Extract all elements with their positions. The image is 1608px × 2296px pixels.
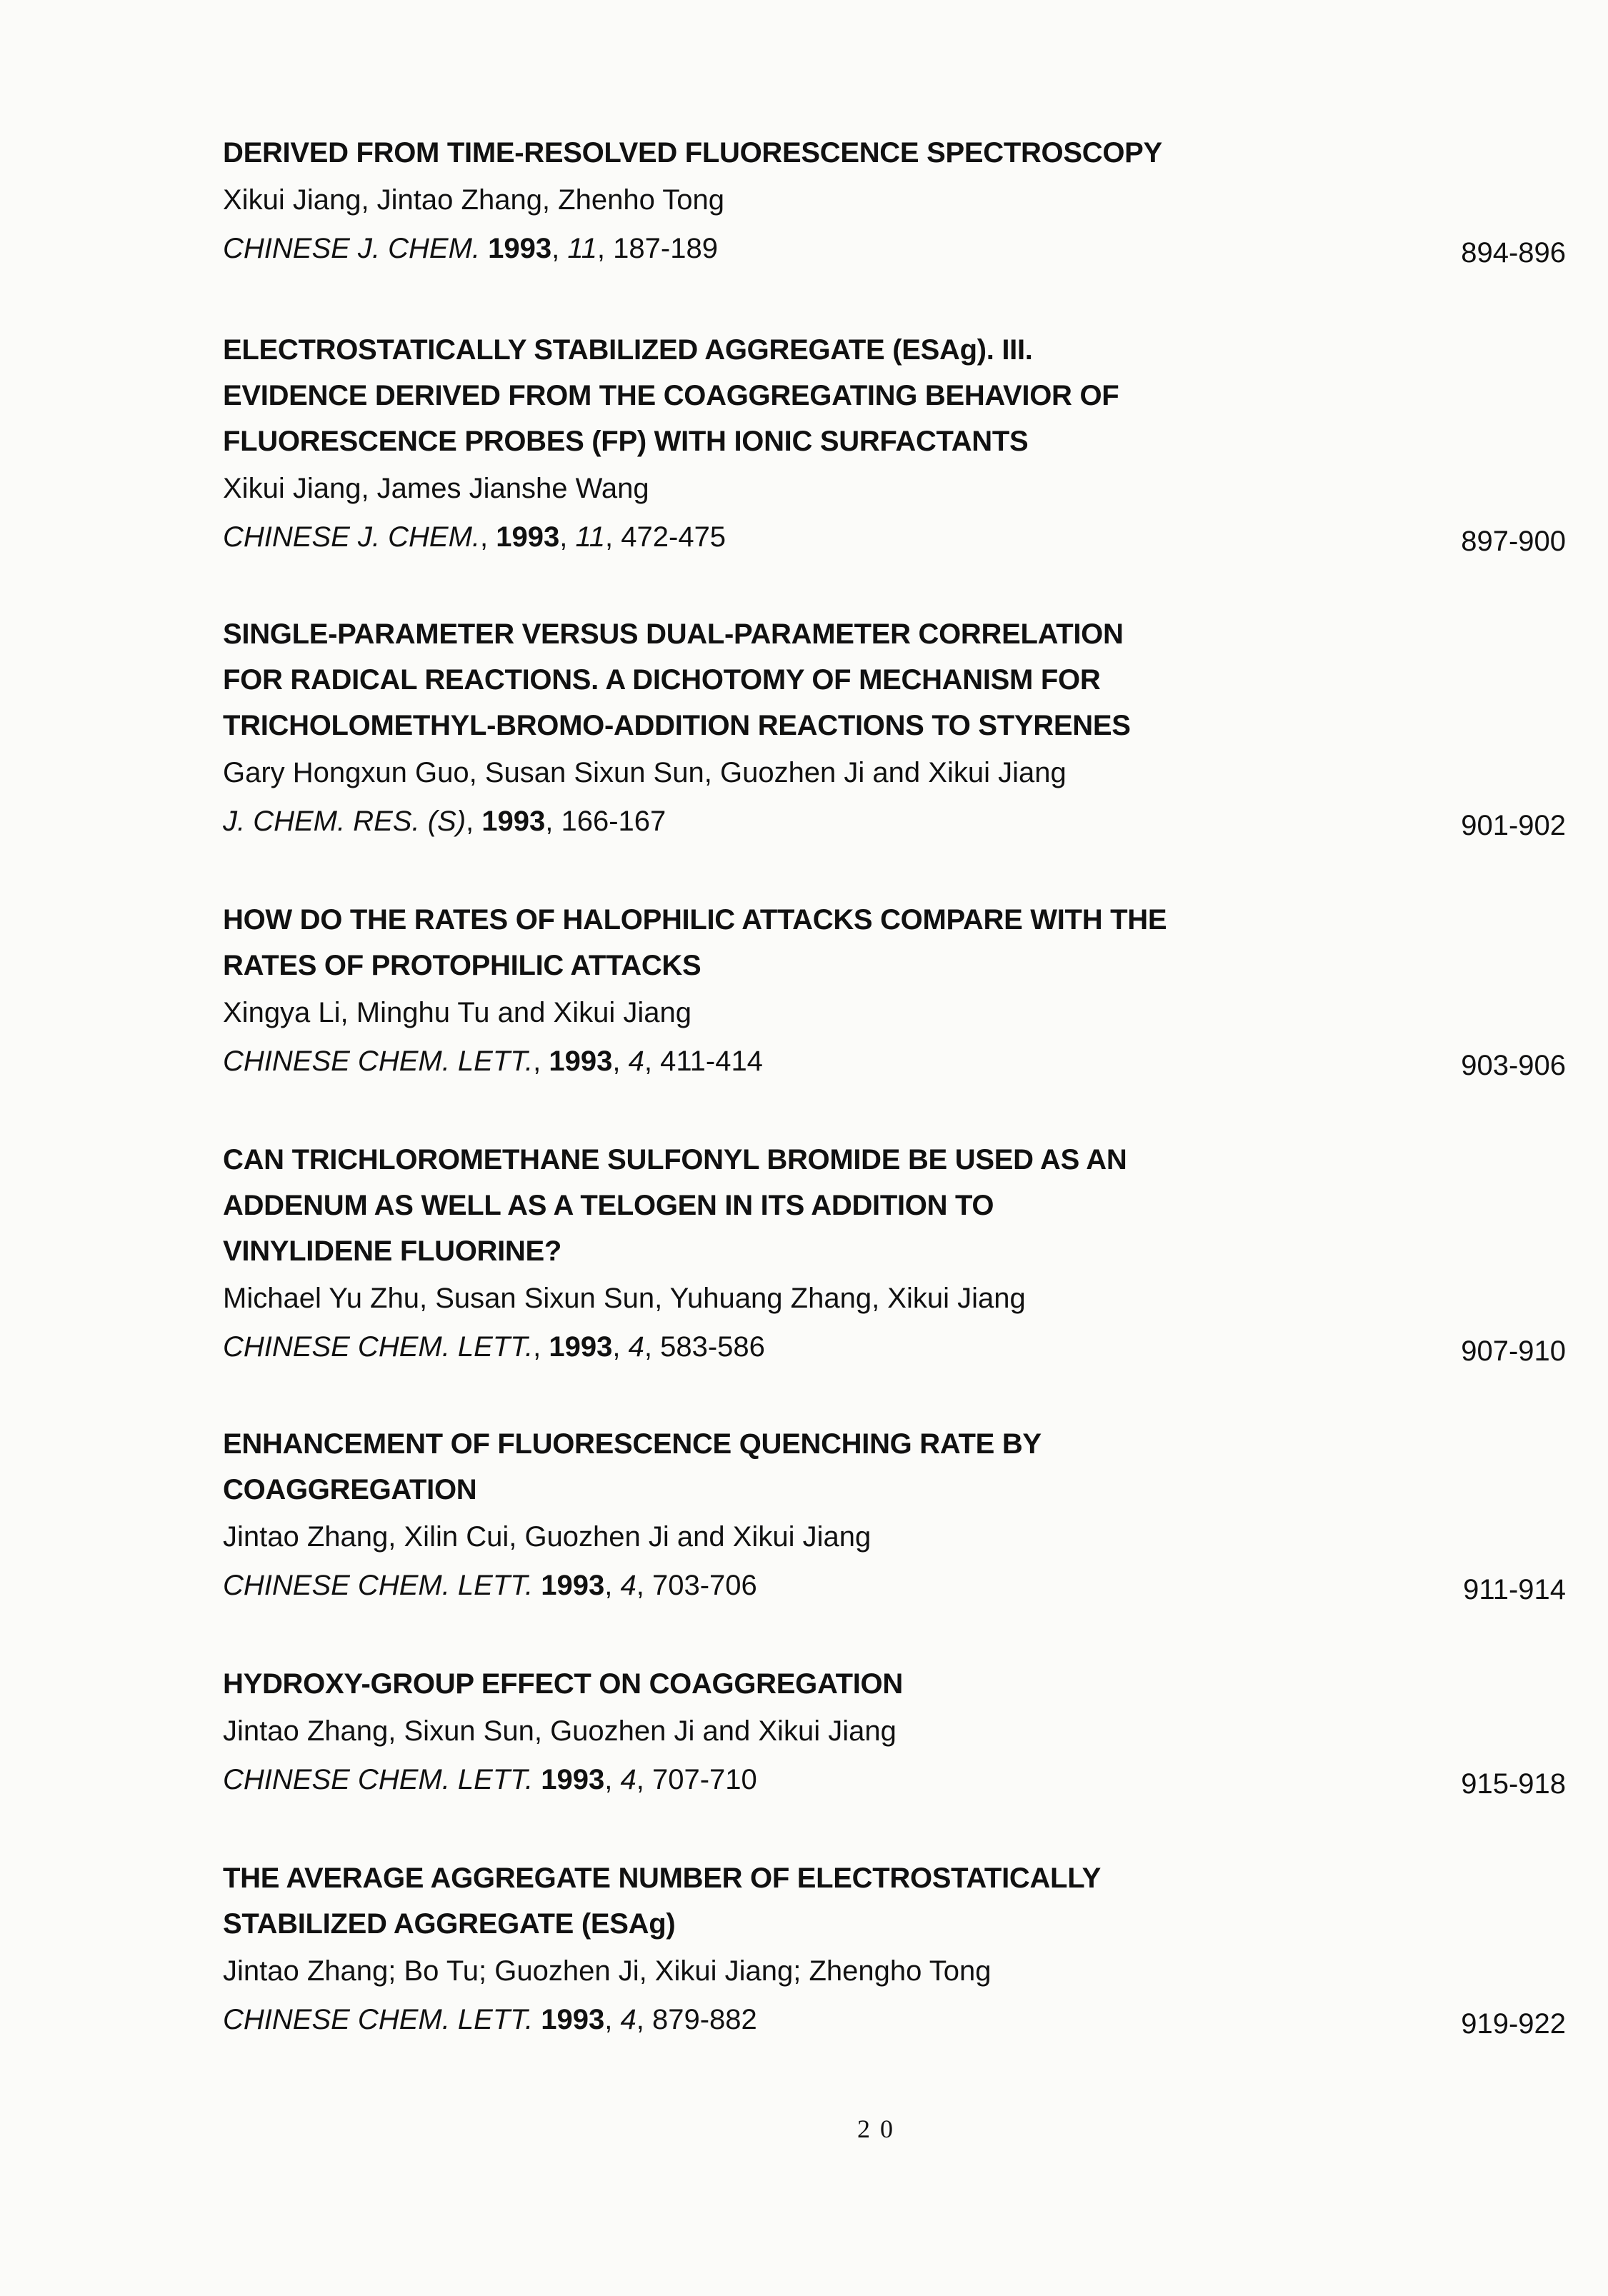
entry-title-line: ADDENUM AS WELL AS A TELOGEN IN ITS ADDITION TO [223, 1190, 994, 1221]
collection-pages: 915-918 [1461, 1768, 1566, 1800]
entry-citation: CHINESE CHEM. LETT. 1993, 4, 703-706 911-914 [223, 1561, 1566, 1610]
citation-entry [223, 1421, 1566, 1610]
journal-volume: 11 [567, 233, 597, 264]
entry-title-line: VINYLIDENE FLUORINE? [223, 1235, 562, 1267]
entry-title [223, 1421, 1237, 1513]
journal-name: CHINESE CHEM. LETT. [223, 1046, 534, 1077]
entry-title-line: ELECTROSTATICALLY STABILIZED AGGREGATE (ESAg). III. [223, 334, 1033, 366]
entry-title-line: SINGLE-PARAMETER VERSUS DUAL-PARAMETER CORRELATION [223, 618, 1124, 650]
collection-pages: 894-896 [1461, 237, 1566, 269]
collection-pages: 897-900 [1461, 526, 1566, 557]
entry-authors: Michael Yu Zhu, Susan Sixun Sun, Yuhuang Zhang, Xikui Jiang [223, 1283, 1026, 1314]
entry-citation: CHINESE CHEM. LETT., 1993, 4, 583-586 907-910 [223, 1323, 1566, 1371]
journal-pages: , 583-586 [644, 1331, 765, 1363]
journal-year: 1993 [481, 806, 546, 837]
entry-title-line: HOW DO THE RATES OF HALOPHILIC ATTACKS COMPARE WITH THE [223, 904, 1167, 936]
entry-title-line: THE AVERAGE AGGREGATE NUMBER OF ELECTROSTATICALLY [223, 1863, 1102, 1894]
entry-title-line: RATES OF PROTOPHILIC ATTACKS [223, 950, 701, 981]
entry-title-line: STABILIZED AGGREGATE (ESAg) [223, 1908, 676, 1940]
entry-authors: Jintao Zhang, Xilin Cui, Guozhen Ji and Xikui Jiang [223, 1521, 872, 1553]
citation-entry [223, 1855, 1566, 2044]
entry-authors: Xikui Jiang, James Jianshe Wang [223, 473, 649, 504]
entry-title-line: FLUORESCENCE PROBES (FP) WITH IONIC SURFACTANTS [223, 426, 1029, 457]
citation-entry [223, 897, 1566, 1086]
entry-citation: CHINESE J. CHEM. 1993, 11, 187-189 894-896 [223, 224, 1566, 273]
journal-pages: , 707-710 [636, 1764, 757, 1795]
journal-volume: 4 [620, 2004, 636, 2035]
citation-entry [223, 1661, 1566, 1804]
entry-title [223, 1137, 1237, 1274]
entry-title [223, 1855, 1237, 1947]
journal-year: 1993 [496, 521, 560, 553]
entry-authors: Xikui Jiang, Jintao Zhang, Zhenho Tong [223, 184, 724, 216]
journal-volume: 11 [575, 521, 606, 553]
journal-year: 1993 [541, 1570, 605, 1601]
entry-authors: Xingya Li, Minghu Tu and Xikui Jiang [223, 997, 691, 1028]
journal-name: J. CHEM. RES. (S) [223, 806, 466, 837]
entry-title-line: ENHANCEMENT OF FLUORESCENCE QUENCHING RATE BY [223, 1428, 1042, 1460]
journal-name: CHINESE CHEM. LETT. [223, 1331, 534, 1363]
journal-pages: , 879-882 [636, 2004, 757, 2035]
entry-authors: Gary Hongxun Guo, Susan Sixun Sun, Guozhen Ji and Xikui Jiang [223, 757, 1067, 788]
collection-pages: 919-922 [1461, 2008, 1566, 2040]
journal-year: 1993 [549, 1331, 613, 1363]
journal-volume: 4 [628, 1046, 644, 1077]
entry-title-line: TRICHOLOMETHYL-BROMO-ADDITION REACTIONS TO STYRENES [223, 710, 1131, 741]
journal-name: CHINESE J. CHEM. [223, 233, 481, 264]
journal-year: 1993 [541, 2004, 605, 2035]
journal-pages: , 472-475 [605, 521, 726, 553]
journal-year: 1993 [541, 1764, 605, 1795]
entry-title-line: CAN TRICHLOROMETHANE SULFONYL BROMIDE BE USED AS AN [223, 1144, 1127, 1175]
journal-volume: 4 [620, 1570, 636, 1601]
entry-authors: Jintao Zhang, Sixun Sun, Guozhen Ji and Xikui Jiang [223, 1715, 897, 1747]
journal-volume: 4 [620, 1764, 636, 1795]
journal-name: CHINESE J. CHEM. [223, 521, 481, 553]
collection-pages: 911-914 [1463, 1574, 1566, 1605]
entry-citation: J. CHEM. RES. (S), 1993, 166-167 901-902 [223, 797, 1566, 846]
entry-citation: CHINESE CHEM. LETT. 1993, 4, 879-882 919-922 [223, 1995, 1566, 2044]
citation-entry [223, 130, 1566, 273]
citation-entry [223, 1137, 1566, 1371]
entry-title-line: EVIDENCE DERIVED FROM THE COAGGREGATING BEHAVIOR OF [223, 380, 1119, 411]
page-number: 20 [857, 2115, 903, 2143]
entry-title [223, 327, 1237, 464]
journal-year: 1993 [549, 1046, 613, 1077]
entry-title [223, 897, 1237, 988]
citation-entry [223, 327, 1566, 561]
entry-title [223, 1661, 1237, 1707]
entry-title-line: HYDROXY-GROUP EFFECT ON COAGGREGATION [223, 1668, 903, 1700]
collection-pages: 907-910 [1461, 1335, 1566, 1367]
journal-pages: 166-167 [561, 806, 666, 837]
journal-pages: , 411-414 [644, 1046, 763, 1077]
entry-authors: Jintao Zhang; Bo Tu; Guozhen Ji, Xikui Jiang; Zhengho Tong [223, 1955, 992, 1987]
collection-pages: 903-906 [1461, 1050, 1566, 1081]
journal-name: CHINESE CHEM. LETT. [223, 2004, 534, 2035]
entry-title-line: COAGGREGATION [223, 1474, 477, 1505]
entry-title-line: FOR RADICAL REACTIONS. A DICHOTOMY OF MECHANISM FOR [223, 664, 1101, 696]
entry-title [223, 611, 1237, 748]
journal-name: CHINESE CHEM. LETT. [223, 1570, 534, 1601]
journal-volume: 4 [628, 1331, 644, 1363]
entry-title-line: DERIVED FROM TIME-RESOLVED FLUORESCENCE SPECTROSCOPY [223, 137, 1162, 169]
journal-name: CHINESE CHEM. LETT. [223, 1764, 534, 1795]
entry-citation: CHINESE CHEM. LETT. 1993, 4, 707-710 915-918 [223, 1755, 1566, 1804]
journal-pages: , 187-189 [596, 233, 718, 264]
citation-entry [223, 611, 1566, 846]
journal-pages: , 703-706 [636, 1570, 757, 1601]
entry-citation: CHINESE CHEM. LETT., 1993, 4, 411-414 903-906 [223, 1037, 1566, 1086]
collection-pages: 901-902 [1461, 810, 1566, 841]
entry-title [223, 130, 1237, 176]
entry-citation: CHINESE J. CHEM., 1993, 11, 472-475 897-900 [223, 513, 1566, 561]
journal-year: 1993 [488, 233, 552, 264]
